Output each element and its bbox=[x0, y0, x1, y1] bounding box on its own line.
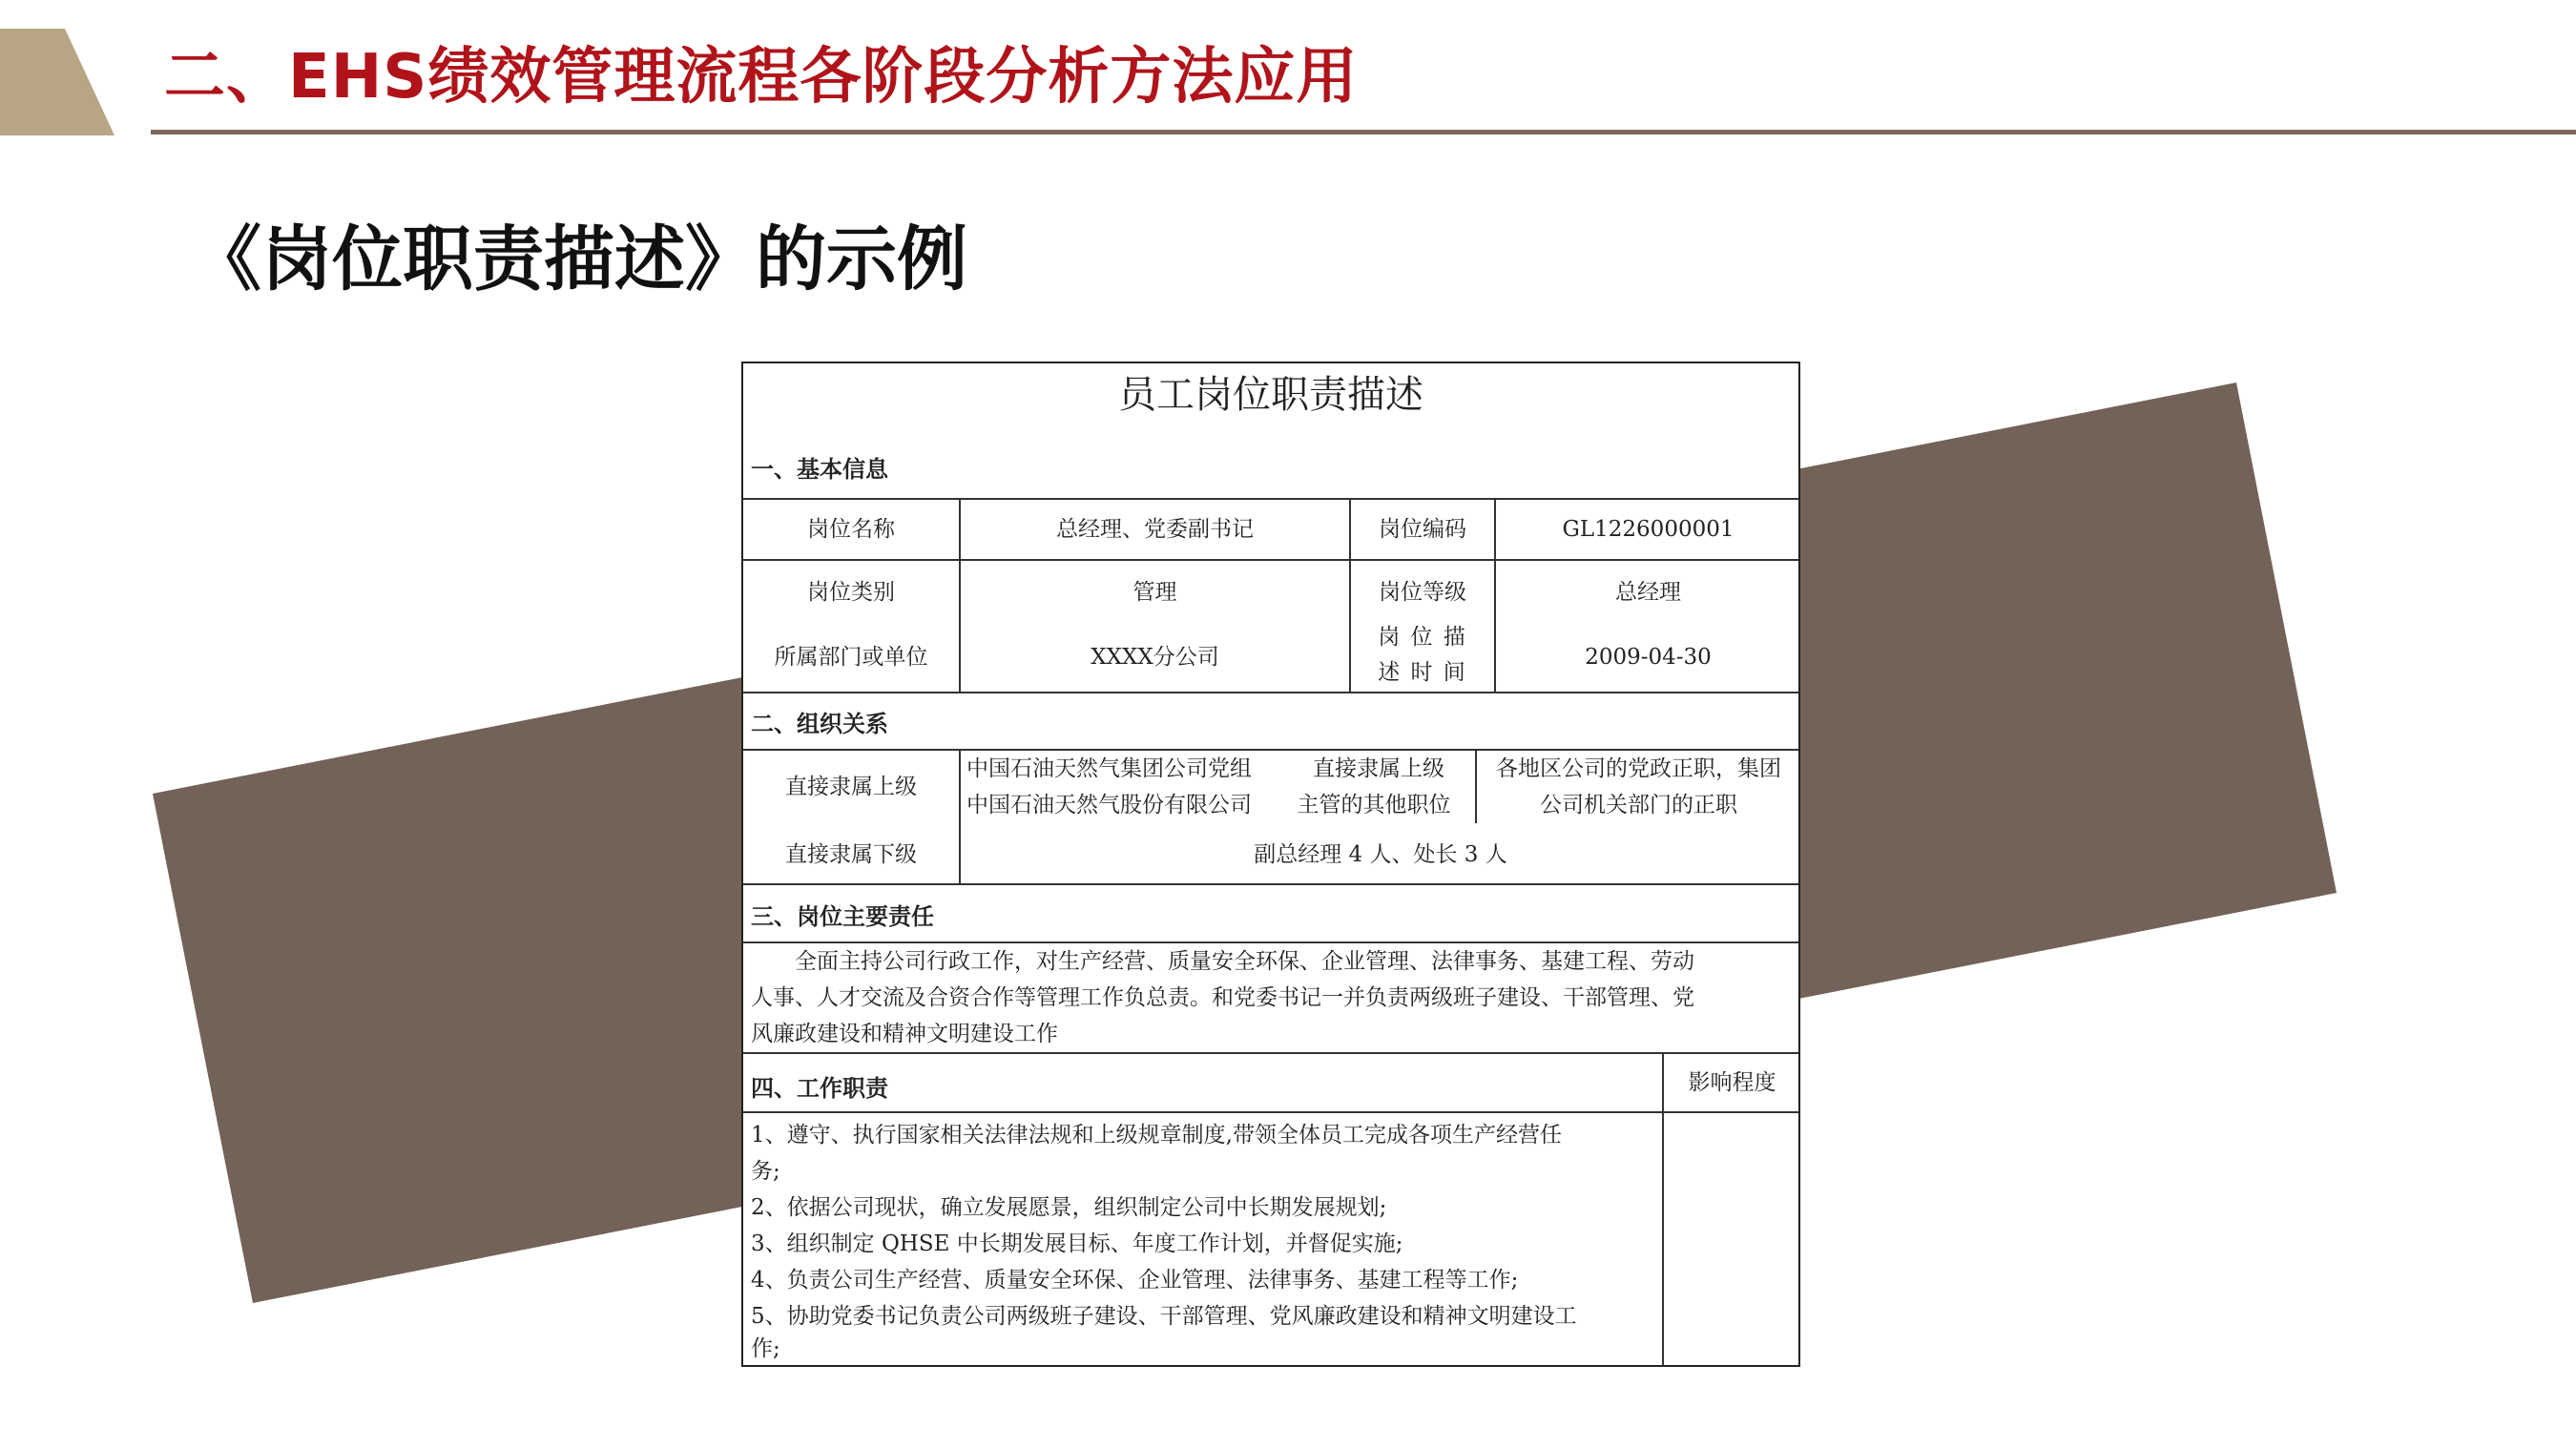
duty-line: 1、遵守、执行国家相关法律法规和上级规章制度,带领全体员工完成各项生产经营任 bbox=[751, 1123, 1562, 1148]
section-duties: 四、工作职责 bbox=[751, 1074, 888, 1102]
position-code-label: 岗位编码 bbox=[1379, 517, 1466, 542]
section-basic-info: 一、基本信息 bbox=[751, 455, 888, 483]
superior-other-label-1: 直接隶属上级 bbox=[1313, 756, 1444, 781]
table-line bbox=[743, 559, 1798, 561]
page-title: 二、EHS绩效管理流程各阶段分析方法应用 bbox=[164, 42, 1359, 113]
duty-line: 4、负责公司生产经营、质量安全环保、企业管理、法律事务、基建工程等工作; bbox=[751, 1268, 1519, 1293]
job-description-document bbox=[741, 362, 1800, 1367]
position-type-value: 管理 bbox=[1132, 580, 1177, 605]
main-resp-line: 全面主持公司行政工作，对生产经营、质量安全环保、企业管理、法律事务、基建工程、劳动 bbox=[751, 949, 1694, 974]
duty-line: 务; bbox=[751, 1159, 780, 1184]
duty-line: 2、依据公司现状，确立发展愿景，组织制定公司中长期发展规划; bbox=[751, 1195, 1387, 1220]
table-line bbox=[743, 692, 1798, 693]
position-level-value: 总经理 bbox=[1615, 580, 1681, 605]
position-code-value: GL1226000001 bbox=[1562, 517, 1735, 542]
table-line bbox=[743, 1052, 1798, 1054]
header-rule bbox=[151, 130, 2576, 134]
position-type-label: 岗位类别 bbox=[807, 580, 895, 605]
description-time-label-2: 述 时 间 bbox=[1378, 660, 1467, 685]
slide-subtitle: 《岗位职责描述》的示例 bbox=[191, 218, 967, 300]
position-name-value: 总经理、党委副书记 bbox=[1056, 517, 1254, 542]
duty-line: 3、组织制定 QHSE 中长期发展目标、年度工作计划，并督促实施; bbox=[751, 1231, 1403, 1256]
superior-value-2: 中国石油天然气股份有限公司 bbox=[966, 793, 1252, 817]
superior-other-value-1: 各地区公司的党政正职，集团 bbox=[1496, 756, 1781, 781]
superior-label: 直接隶属上级 bbox=[785, 775, 917, 799]
superior-value-1: 中国石油天然气集团公司党组 bbox=[966, 756, 1252, 781]
duty-line: 5、协助党委书记负责公司两级班子建设、干部管理、党风廉政建设和精神文明建设工 bbox=[751, 1304, 1577, 1329]
description-time-label-1: 岗 位 描 bbox=[1378, 625, 1467, 650]
duty-line: 作; bbox=[751, 1336, 780, 1361]
main-resp-line: 风廉政建设和精神文明建设工作 bbox=[751, 1022, 1058, 1046]
department-value: XXXX分公司 bbox=[1091, 645, 1219, 670]
position-level-label: 岗位等级 bbox=[1379, 580, 1466, 605]
main-resp-line: 人事、人才交流及合资合作等管理工作负总责。和党委书记一并负责两级班子建设、干部管理、党 bbox=[751, 985, 1694, 1010]
influence-label: 影响程度 bbox=[1688, 1070, 1776, 1095]
table-line bbox=[743, 883, 1798, 885]
superior-other-label-2: 主管的其他职位 bbox=[1297, 793, 1451, 817]
corner-decoration bbox=[0, 29, 114, 135]
subordinate-value: 副总经理 4 人、处长 3 人 bbox=[1254, 842, 1507, 867]
section-org-relations: 二、组织关系 bbox=[751, 710, 888, 737]
section-main-responsibility: 三、岗位主要责任 bbox=[751, 902, 934, 930]
superior-other-value-2: 公司机关部门的正职 bbox=[1540, 793, 1737, 817]
table-line bbox=[743, 1111, 1798, 1113]
department-label: 所属部门或单位 bbox=[774, 645, 928, 670]
description-time-value: 2009-04-30 bbox=[1585, 645, 1712, 670]
document-title: 员工岗位职责描述 bbox=[1118, 373, 1423, 417]
subordinate-label: 直接隶属下级 bbox=[785, 842, 917, 867]
position-name-label: 岗位名称 bbox=[807, 517, 895, 542]
table-line bbox=[1662, 1052, 1664, 1367]
